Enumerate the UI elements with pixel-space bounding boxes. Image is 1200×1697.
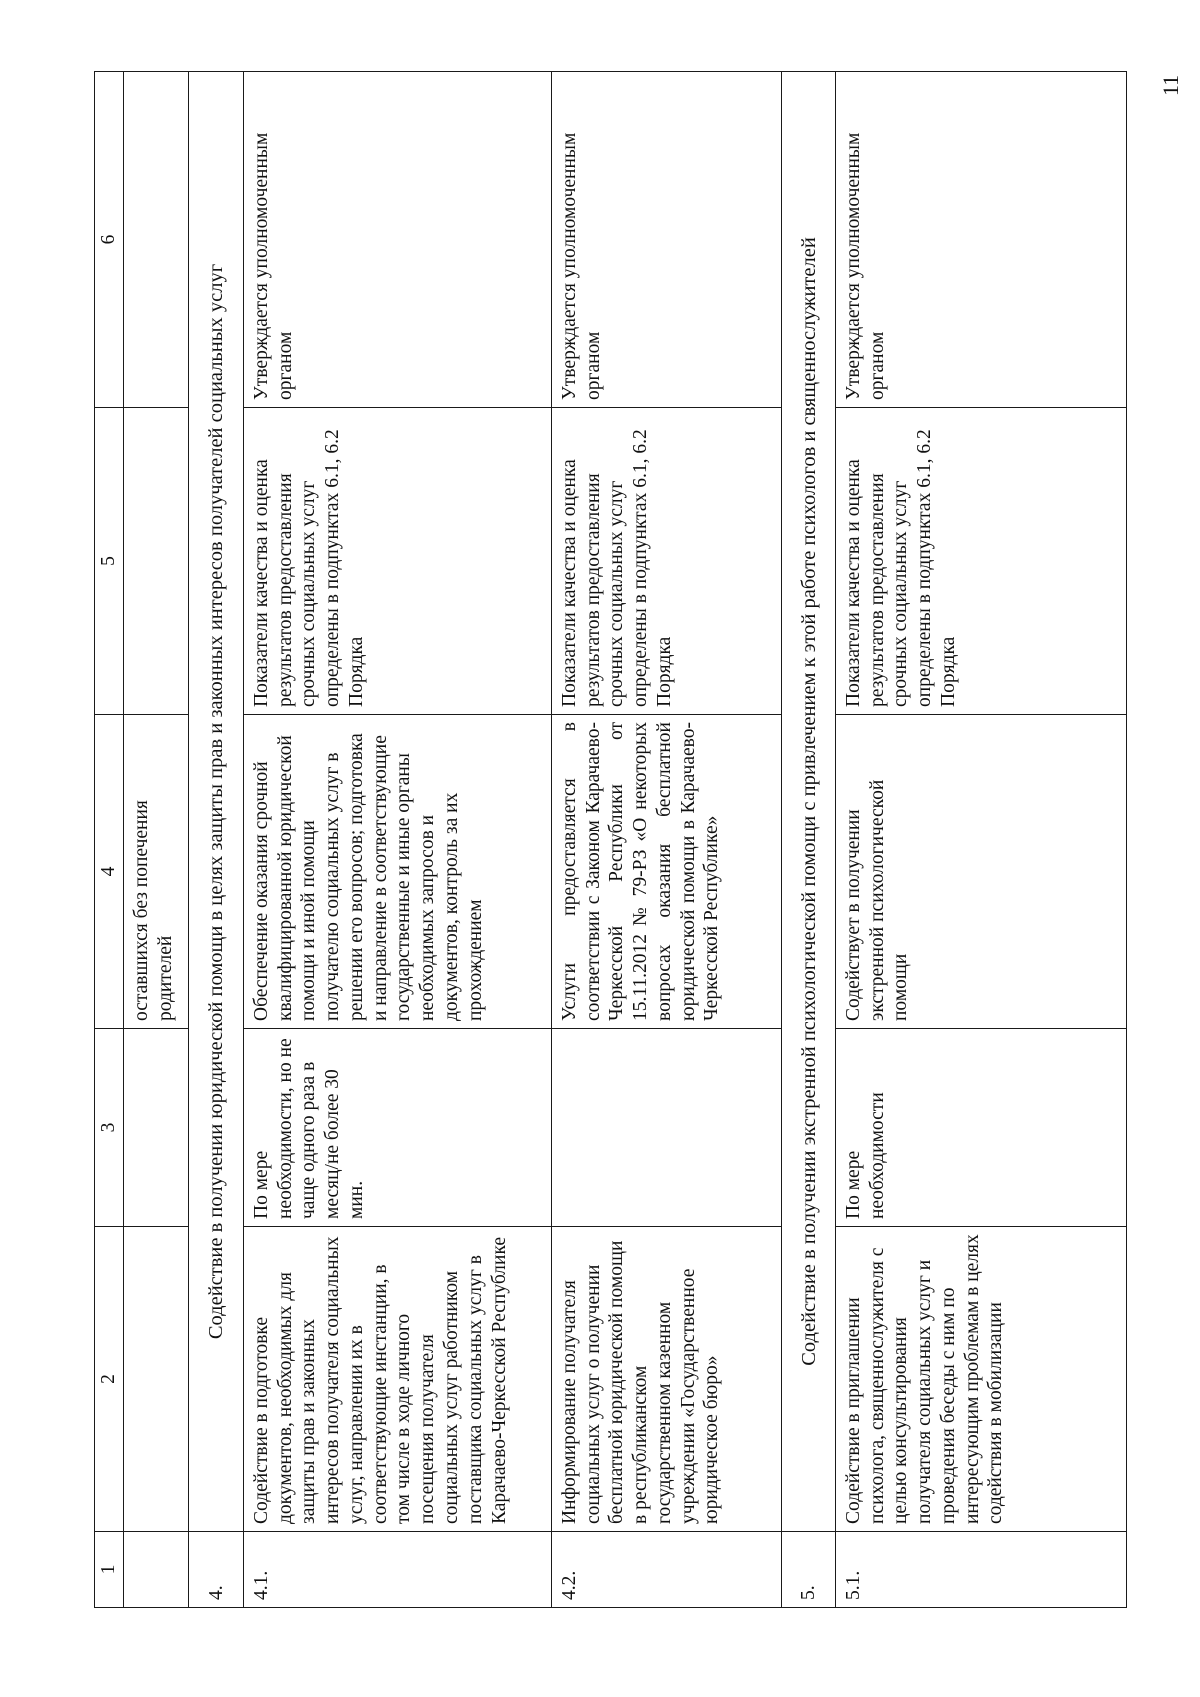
section-4-number: 4. [188, 1532, 243, 1608]
row-4-1-service-name: Содействие в подготовке документов, необходимых для защиты прав и законных интересов получателя социальных услуг, направлении их в соответствующие инстанции, в том числе в ходе личного посещения получателя социальных услуг работником поставщика социальных услуг в Карачаево-Черкесской Республике [243, 1227, 551, 1532]
cell [123, 1227, 188, 1532]
cell [123, 1532, 188, 1608]
rotated-table-container [94, 72, 1124, 1608]
column-number-5: 5 [95, 408, 124, 715]
section-4-title: Содействие в получении юридической помощи в целях защиты прав и законных интересов получателей социальных услуг [188, 72, 243, 1532]
section-5-title: Содействие в получении экстренной психологической помощи с привлечением к этой работе психологов и священнослужителей [781, 72, 835, 1532]
section-5-number: 5. [781, 1532, 835, 1608]
row-4-2-quality: Показатели качества и оценка результатов предоставления срочных социальных услуг определены в подпунктах 6.1, 6.2 Порядка [551, 408, 781, 715]
continuation-text: оставшихся без попечения родителей [123, 715, 188, 1029]
continuation-row [123, 72, 188, 1608]
row-5-1-quality: Показатели качества и оценка результатов предоставления срочных социальных услуг определены в подпунктах 6.1, 6.2 Порядка [835, 408, 1126, 715]
row-4-1-number: 4.1. [243, 1532, 551, 1608]
section-4-row [188, 72, 243, 1608]
row-5-1-number: 5.1. [835, 1532, 1126, 1608]
services-table [94, 71, 1127, 1608]
column-number-4: 4 [95, 715, 124, 1029]
row-5-1-service-name: Содействие в приглашении психолога, священнослужителя с целью консультирования получателя социальных услуг и проведения беседы с ним по интересующим проблемам в целях содействия в мобилизации [835, 1227, 1126, 1532]
row-4-1-cost: Утверждается уполномоченным органом [243, 72, 551, 408]
cell [123, 72, 188, 408]
row-5-1-cost: Утверждается уполномоченным органом [835, 72, 1126, 408]
row-4-2-number: 4.2. [551, 1532, 781, 1608]
row-4-2-description: Услуги предоставляется в соответствии с Законом Карачаево-Черкесской Республики от 15.11.2012 № 79-РЗ «О некоторых вопросах оказания бесплатной юридической помощи в Карачаево-Черкесской Республике» [551, 715, 781, 1029]
column-number-2: 2 [95, 1227, 124, 1532]
row-4-1-quality: Показатели качества и оценка результатов предоставления срочных социальных услуг определены в подпунктах 6.1, 6.2 Порядка [243, 408, 551, 715]
row-4-2-frequency [551, 1029, 781, 1227]
row-4-2 [551, 72, 781, 1608]
column-number-row [95, 72, 124, 1608]
row-4-2-service-name: Информирование получателя социальных услуг о получении бесплатной юридической помощи в республиканском государственном казенном учреждении «Государственное юридическое бюро» [551, 1227, 781, 1532]
page-number: 11 [1158, 74, 1183, 96]
column-number-6: 6 [95, 72, 124, 408]
row-4-1 [243, 72, 551, 1608]
column-number-1: 1 [95, 1532, 124, 1608]
row-5-1 [835, 72, 1126, 1608]
cell [123, 408, 188, 715]
row-5-1-frequency: По мере необходимости [835, 1029, 1126, 1227]
section-5-row [781, 72, 835, 1608]
row-5-1-description: Содействует в получении экстренной психологической помощи [835, 715, 1126, 1029]
row-4-2-cost: Утверждается уполномоченным органом [551, 72, 781, 408]
column-number-3: 3 [95, 1029, 124, 1227]
row-4-1-description: Обеспечение оказания срочной квалифицированной юридической помощи и иной помощи получателю социальных услуг в решении его вопросов; подготовка и направление в соответствующие государственные и иные органы необходимых запросов и документов, контроль за их прохождением [243, 715, 551, 1029]
row-4-1-frequency: По мере необходимости, но не чаще одного раза в месяц/не более 30 мин. [243, 1029, 551, 1227]
cell [123, 1029, 188, 1227]
